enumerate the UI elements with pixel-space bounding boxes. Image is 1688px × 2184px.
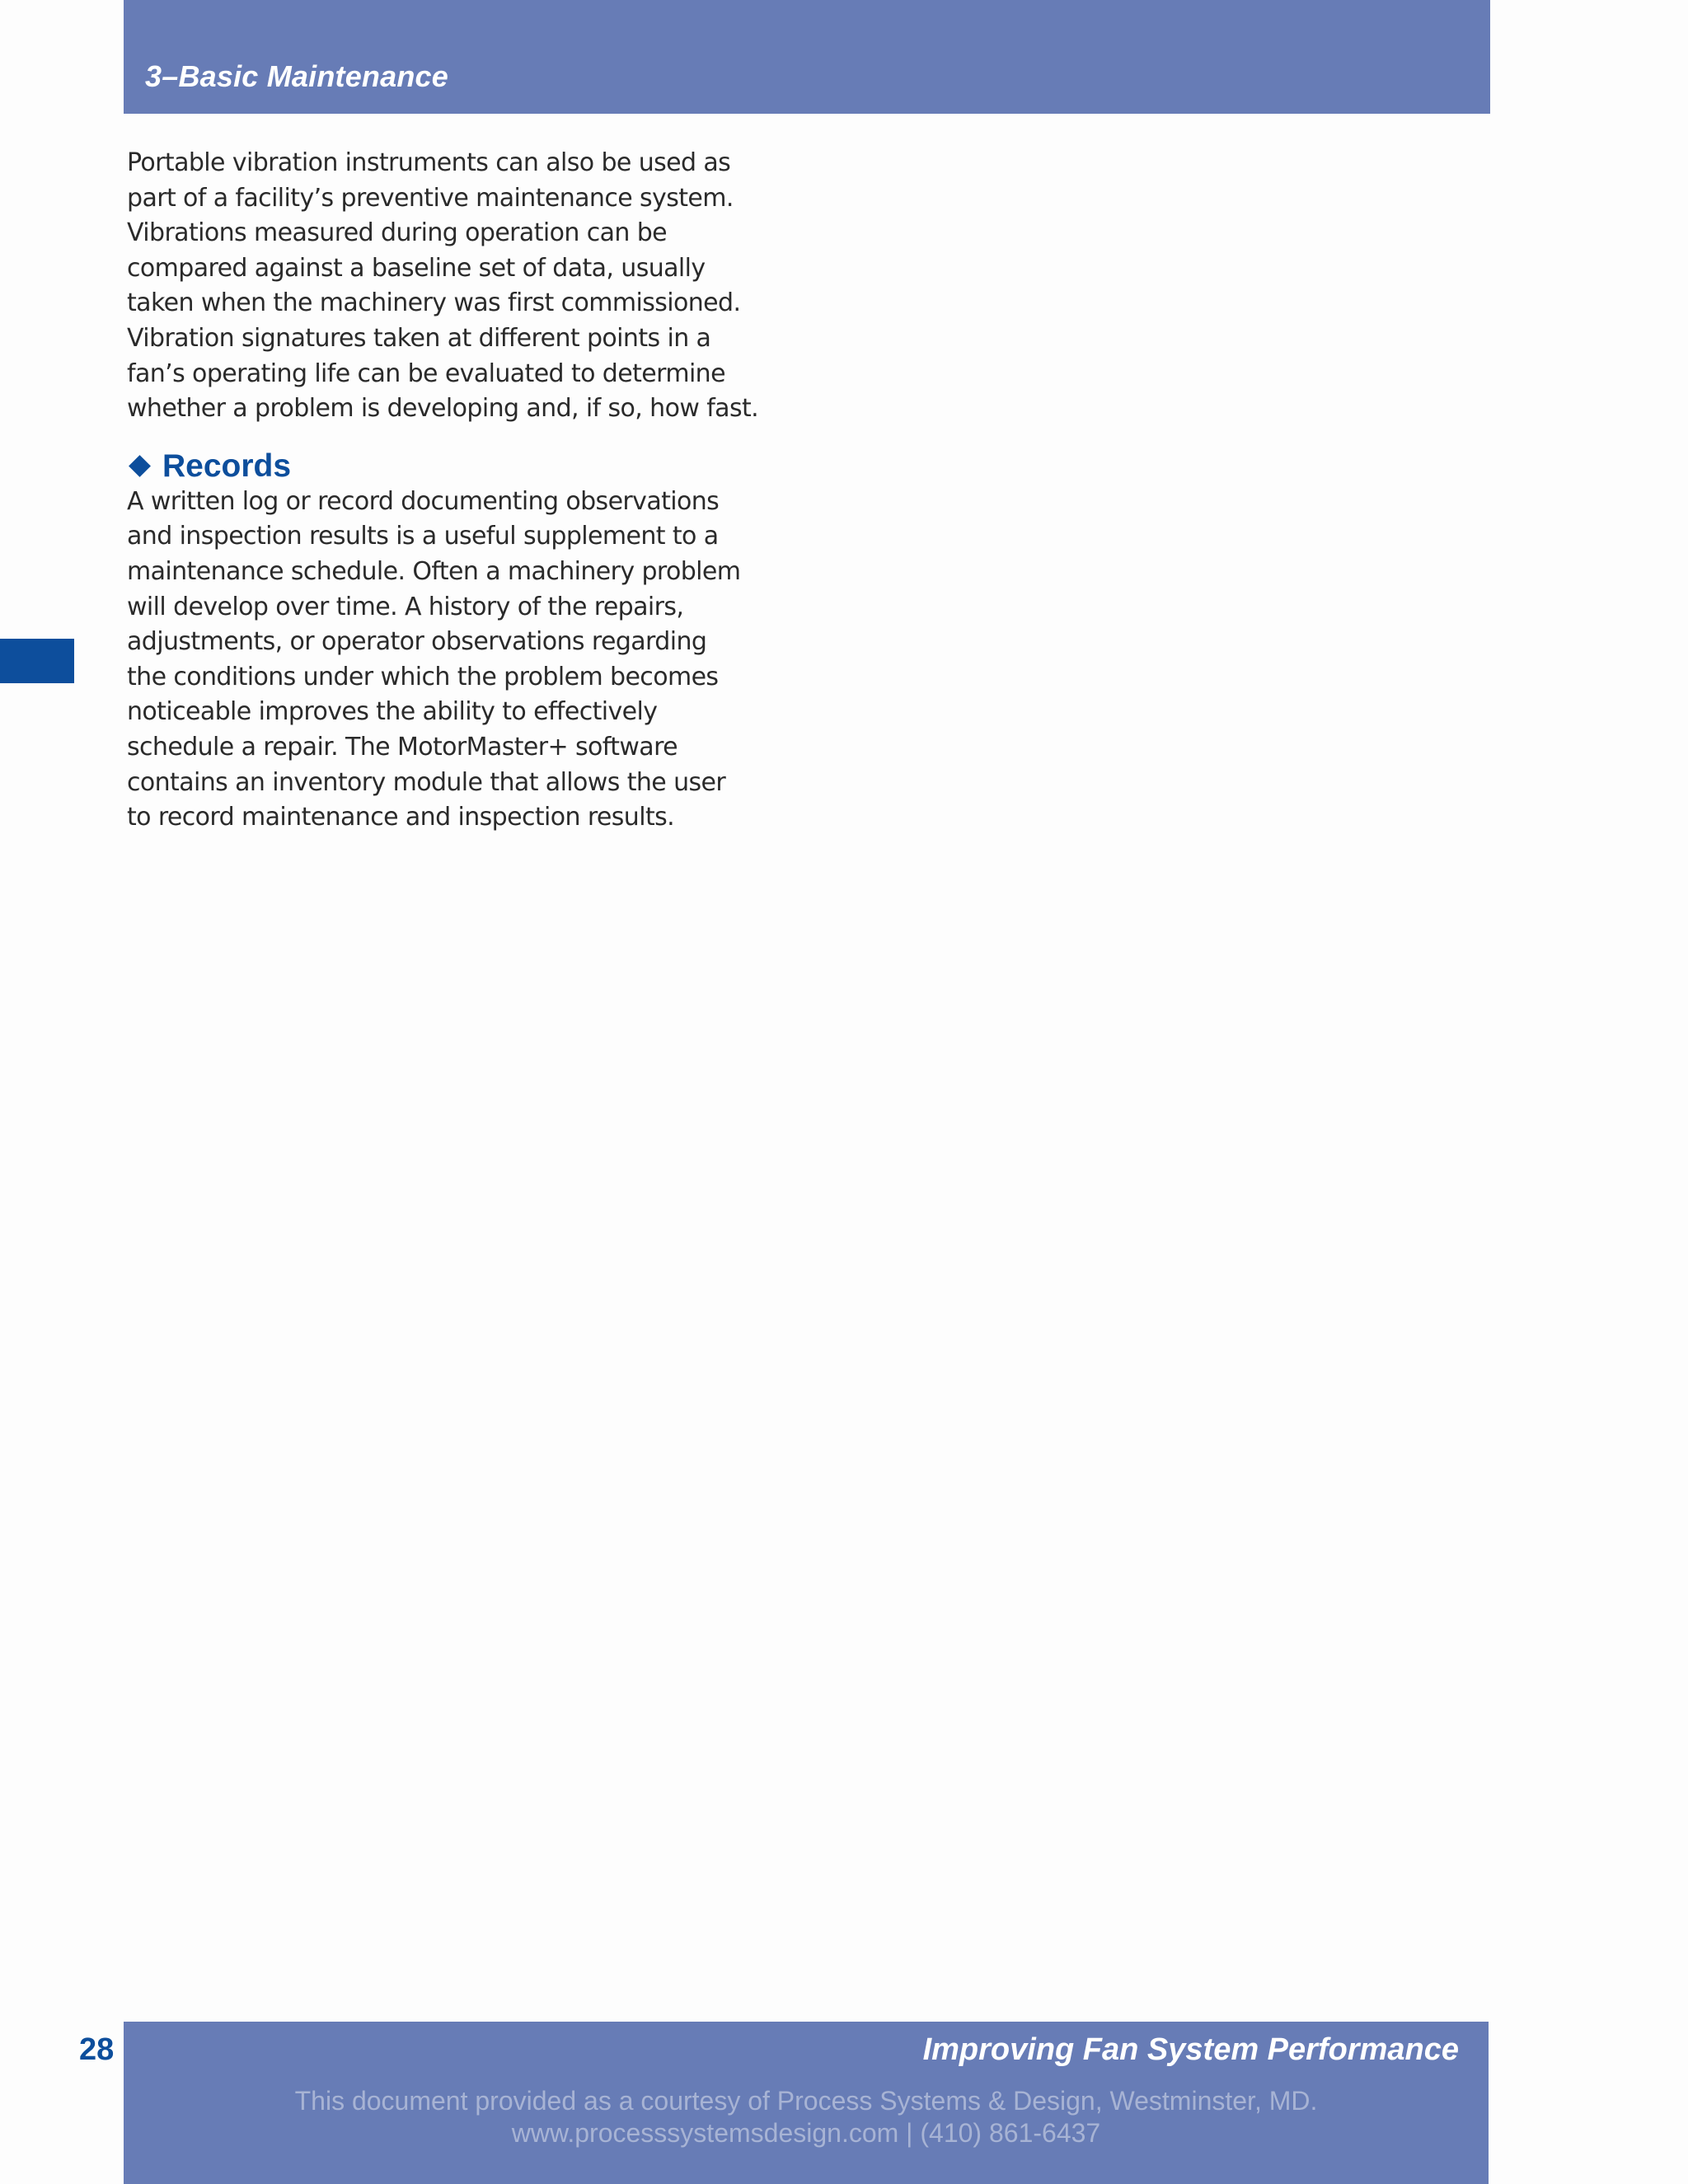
courtesy-contact-line: www.processsystemsdesign.com | (410) 861-6437 bbox=[511, 2118, 1101, 2148]
records-line: noticeable improves the ability to effectively bbox=[127, 697, 658, 727]
records-line: the conditions under which the problem becomes bbox=[127, 662, 719, 691]
footer-title-area bbox=[124, 0, 1489, 2184]
intro-line: fan’s operating life can be evaluated to determine bbox=[127, 359, 725, 388]
records-line: maintenance schedule. Often a machinery problem bbox=[127, 556, 741, 586]
courtesy-line: This document provided as a courtesy of Process Systems & Design, Westminster, MD. bbox=[294, 2086, 1318, 2116]
intro-line: Vibration signatures taken at different points in a bbox=[127, 323, 711, 353]
records-line: A written log or record documenting observations bbox=[127, 486, 720, 516]
records-line: contains an inventory module that allows the user bbox=[127, 767, 726, 797]
intro-line: whether a problem is developing and, if so, how fast. bbox=[127, 394, 759, 424]
records-heading-text: Records bbox=[162, 448, 292, 484]
records-line: schedule a repair. The MotorMaster+ software bbox=[127, 732, 678, 762]
intro-line: compared against a baseline set of data, usually bbox=[127, 253, 706, 283]
records-line: will develop over time. A history of the repairs, bbox=[127, 592, 684, 621]
intro-line: Portable vibration instruments can also be used as bbox=[127, 148, 731, 177]
intro-line: taken when the machinery was first commissioned. bbox=[127, 288, 741, 318]
chapter-tab-marker bbox=[0, 639, 74, 683]
intro-line: Vibrations measured during operation can be bbox=[127, 218, 668, 248]
records-line: adjustments, or operator observations regarding bbox=[127, 627, 707, 657]
section-label: 3–Basic Maintenance bbox=[145, 59, 448, 93]
document-title: Improving Fan System Performance bbox=[922, 2032, 1459, 2067]
records-line: to record maintenance and inspection results. bbox=[127, 803, 675, 832]
records-line: and inspection results is a useful supplement to a bbox=[127, 522, 719, 551]
intro-line: part of a facility’s preventive maintenance system. bbox=[127, 183, 734, 213]
page-number: 28 bbox=[79, 2032, 115, 2067]
courtesy-notice bbox=[124, 2085, 1489, 2149]
